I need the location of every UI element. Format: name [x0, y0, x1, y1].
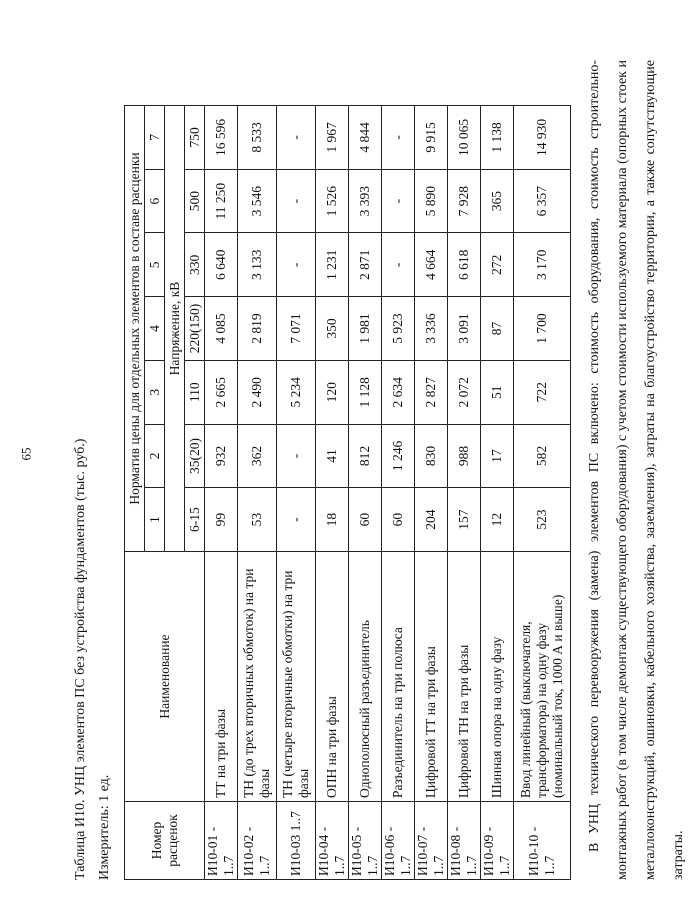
row-value: 12: [481, 488, 514, 552]
row-value: 6 640: [205, 233, 238, 297]
row-code: И10-04 - 1..7: [316, 802, 349, 880]
row-value: 350: [316, 297, 349, 361]
measurement-unit: Измеритель: 1 ед.: [97, 774, 112, 880]
row-value: 6 357: [514, 169, 571, 233]
row-value: 17: [481, 424, 514, 488]
row-code: И10-05 - 1..7: [349, 802, 382, 880]
row-name: Ввод линейный (выключателя, трансформатора) на одну фазу (номинальный ток, 1000 А и выше): [514, 552, 571, 802]
row-value: 1 231: [316, 233, 349, 297]
row-code: И10-07 - 1..7: [415, 802, 448, 880]
row-name: Шинная опора на одну фазу: [481, 552, 514, 802]
table-row: [514, 106, 571, 880]
row-name: ТН (до трех вторичных обмоток) на три фазы: [238, 552, 277, 802]
row-value: 523: [514, 488, 571, 552]
row-name: Однополюсный разъединитель: [349, 552, 382, 802]
row-value: 1 967: [316, 106, 349, 170]
row-value: -: [277, 488, 316, 552]
row-name: ТН (четыре вторичные обмотки) на три фазы: [277, 552, 316, 802]
column-number: 6: [145, 169, 165, 233]
row-value: 1 128: [349, 360, 382, 424]
row-value: 2 665: [205, 360, 238, 424]
row-value: 722: [514, 360, 571, 424]
row-code: И10-06 - 1..7: [382, 802, 415, 880]
row-value: 157: [448, 488, 481, 552]
row-value: 99: [205, 488, 238, 552]
row-value: 204: [415, 488, 448, 552]
row-value: -: [277, 169, 316, 233]
column-number: 3: [145, 360, 165, 424]
row-value: -: [382, 169, 415, 233]
row-value: 2 072: [448, 360, 481, 424]
row-value: 2 819: [238, 297, 277, 361]
row-value: 3 546: [238, 169, 277, 233]
row-value: 41: [316, 424, 349, 488]
table-row: [481, 106, 514, 880]
row-value: 830: [415, 424, 448, 488]
row-value: 988: [448, 424, 481, 488]
page-number: 65: [18, 447, 34, 461]
row-value: 2 634: [382, 360, 415, 424]
row-value: 1 138: [481, 106, 514, 170]
row-name: Разъединитель на три полюса: [382, 552, 415, 802]
voltage-value: 35(20): [185, 424, 205, 488]
row-value: 8 533: [238, 106, 277, 170]
row-code: И10-02 - 1..7: [238, 802, 277, 880]
header-code: Номер расценок: [125, 802, 205, 880]
voltage-value: 6-15: [185, 488, 205, 552]
row-code: И10-03 1..7: [277, 802, 316, 880]
rotated-page-content: [70, 20, 693, 880]
row-value: 4 844: [349, 106, 382, 170]
row-value: 51: [481, 360, 514, 424]
row-value: 3 393: [349, 169, 382, 233]
row-value: 2 871: [349, 233, 382, 297]
row-code: И10-10 - 1..7: [514, 802, 571, 880]
row-name: Цифровой ТТ на три фазы: [415, 552, 448, 802]
row-value: 7 928: [448, 169, 481, 233]
row-value: 2 827: [415, 360, 448, 424]
row-value: 5 890: [415, 169, 448, 233]
voltage-value: 500: [185, 169, 205, 233]
row-value: 932: [205, 424, 238, 488]
header-group: Норматив цены для отдельных элементов в составе расценки: [125, 106, 145, 552]
voltage-value: 220(150): [185, 297, 205, 361]
row-value: 16 596: [205, 106, 238, 170]
row-value: 362: [238, 424, 277, 488]
row-value: 11 250: [205, 169, 238, 233]
row-value: 3 133: [238, 233, 277, 297]
row-value: 4 664: [415, 233, 448, 297]
table-row: [238, 106, 277, 880]
row-value: 365: [481, 169, 514, 233]
row-value: 5 923: [382, 297, 415, 361]
row-value: 6 618: [448, 233, 481, 297]
row-name: ОПН на три фазы: [316, 552, 349, 802]
row-code: И10-01 - 1..7: [205, 802, 238, 880]
voltage-value: 110: [185, 360, 205, 424]
column-number: 7: [145, 106, 165, 170]
row-value: 4 085: [205, 297, 238, 361]
row-value: 1 246: [382, 424, 415, 488]
row-value: 1 981: [349, 297, 382, 361]
row-name: Цифровой ТН на три фазы: [448, 552, 481, 802]
voltage-value: 330: [185, 233, 205, 297]
row-value: 5 234: [277, 360, 316, 424]
row-code: И10-09 - 1..7: [481, 802, 514, 880]
row-value: 18: [316, 488, 349, 552]
table-row: [448, 106, 481, 880]
row-value: 3 091: [448, 297, 481, 361]
column-number: 1: [145, 488, 165, 552]
row-value: 2 490: [238, 360, 277, 424]
row-value: -: [382, 233, 415, 297]
row-value: 14 930: [514, 106, 571, 170]
row-code: И10-08 - 1..7: [448, 802, 481, 880]
table-row: [349, 106, 382, 880]
row-value: 272: [481, 233, 514, 297]
price-table: [124, 105, 571, 880]
row-name: ТТ на три фазы: [205, 552, 238, 802]
row-value: 9 915: [415, 106, 448, 170]
table-row: [277, 106, 316, 880]
row-value: -: [277, 233, 316, 297]
row-value: 812: [349, 424, 382, 488]
table-row: [382, 106, 415, 880]
header-name: Наименование: [125, 552, 205, 802]
row-value: 60: [349, 488, 382, 552]
row-value: 7 071: [277, 297, 316, 361]
table-title: Таблица И10. УНЦ элементов ПС без устройства фундаментов (тыс. руб.): [73, 438, 88, 880]
voltage-value: 750: [185, 106, 205, 170]
column-number: 4: [145, 297, 165, 361]
row-value: 87: [481, 297, 514, 361]
row-value: 3 170: [514, 233, 571, 297]
table-row: [205, 106, 238, 880]
row-value: 60: [382, 488, 415, 552]
column-number: 2: [145, 424, 165, 488]
row-value: -: [382, 106, 415, 170]
row-value: -: [277, 424, 316, 488]
voltage-label: Напряжение, кВ: [165, 106, 185, 552]
row-value: -: [277, 106, 316, 170]
row-value: 53: [238, 488, 277, 552]
row-value: 582: [514, 424, 571, 488]
column-number: 5: [145, 233, 165, 297]
row-value: 3 336: [415, 297, 448, 361]
table-row: [415, 106, 448, 880]
row-value: 120: [316, 360, 349, 424]
row-value: 10 065: [448, 106, 481, 170]
note-paragraph: В УНЦ технического перевооружения (замена) элементов ПС включено: стоимость оборудования, стоимость строительно-монтажных работ (в том числе демонтаж существующего оборудования) с учетом стоимости используемого материала (опорных стоек и металлоконструкций, ошиновки, кабельного хозяйства, заземления), затраты на благоустройство территории, а также сопутствующие затраты.: [587, 60, 686, 880]
table-row: [316, 106, 349, 880]
row-value: 1 700: [514, 297, 571, 361]
row-value: 1 526: [316, 169, 349, 233]
